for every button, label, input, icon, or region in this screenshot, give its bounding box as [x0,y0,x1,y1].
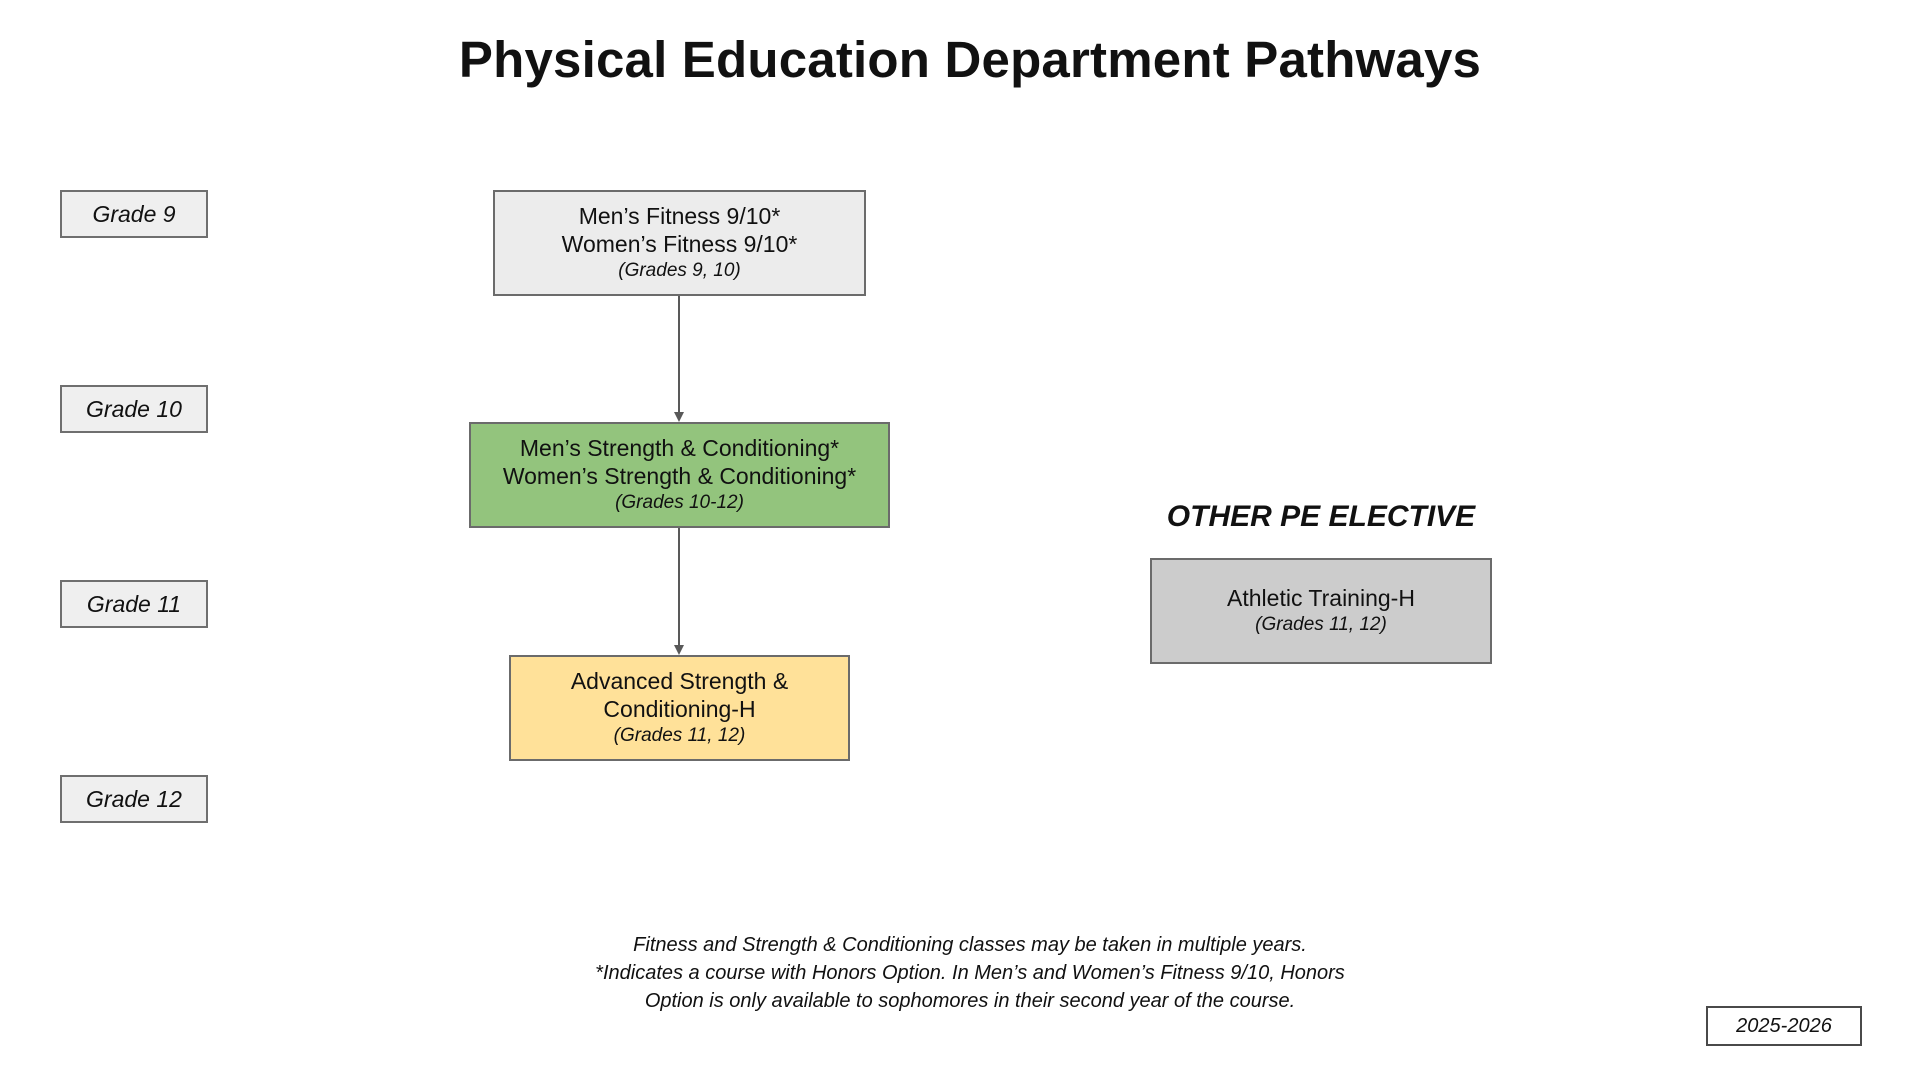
athletic-course-line-1: Athletic Training-H [1227,585,1415,611]
strength-course-line-2: Women’s Strength & Conditioning* [502,463,857,489]
athletic-course-grades: (Grades 11, 12) [1255,614,1387,635]
fitness-course-line-1: Men’s Fitness 9/10* [578,203,781,229]
advanced-course-grades: (Grades 11, 12) [613,725,746,746]
grade-12-label: Grade 12 [60,775,208,823]
footnote-line-2: *Indicates a course with Honors Option. In Men’s and Women’s Fitness 9/10, Honors [595,962,1345,984]
fitness-course-grades: (Grades 9, 10) [618,260,741,281]
footnote-line-1: Fitness and Strength & Conditioning classes may be taken in multiple years. [633,934,1307,956]
grade-9-label: Grade 9 [60,190,208,238]
strength-course-line-1: Men’s Strength & Conditioning* [519,435,840,461]
strength-course-grades: (Grades 10-12) [615,492,744,513]
grade-10-label: Grade 10 [60,385,208,433]
elective-heading: OTHER PE ELECTIVE [1166,500,1476,533]
advanced-course-line-2: Conditioning-H [603,696,756,722]
footnote [540,931,1400,1015]
advanced-course-line-1: Advanced Strength & [570,668,789,694]
fitness-course-line-2: Women’s Fitness 9/10* [561,231,798,257]
page-title: Physical Education Department Pathways [458,31,1482,88]
footnote-line-3: Option is only available to sophomores in their second year of the course. [644,990,1296,1012]
grade-11-label: Grade 11 [60,580,208,628]
school-year-label: 2025-2026 [1706,1006,1862,1046]
